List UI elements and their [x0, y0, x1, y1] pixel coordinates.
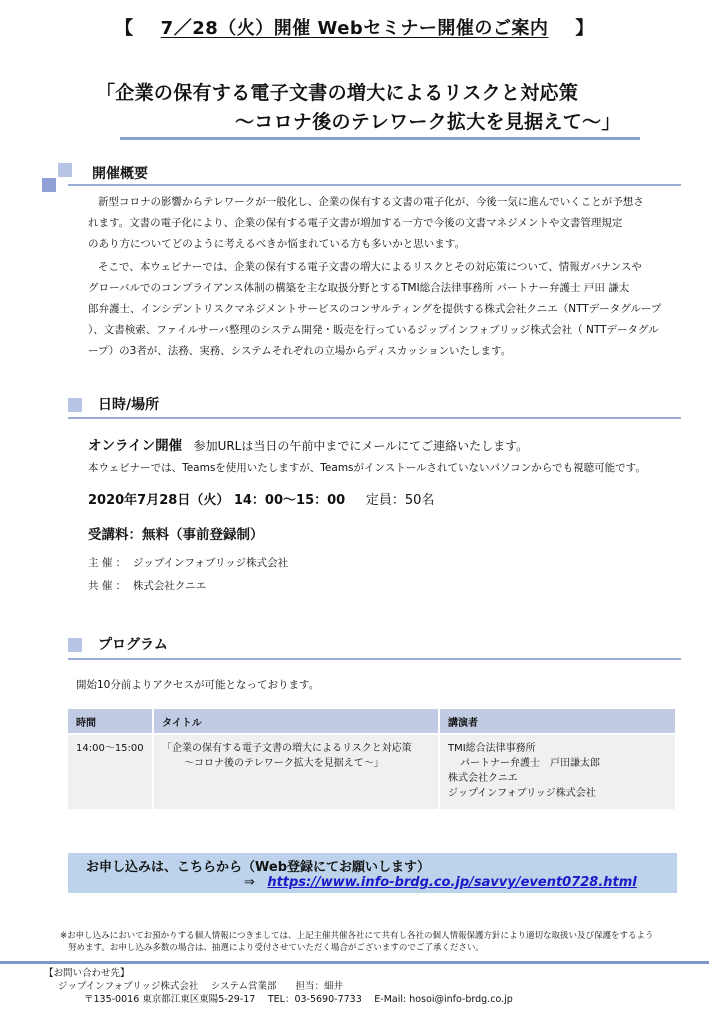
- session-title-line1: 「企業の保有する電子文書の増大によるリスクと対応策: [162, 743, 412, 754]
- apply-text: お申し込みは、こちらから（Web登録にてお願いします）: [86, 860, 430, 875]
- organizer-label: 主 催 ：: [88, 557, 127, 569]
- text-line: そこで、本ウェビナーでは、企業の保有する電子文書の増大によるリスクとその対応策について、情報ガバナンスや: [98, 261, 642, 273]
- fee: 受講料：無料（事前登録制）: [88, 527, 264, 543]
- teams-text: 本ウェビナーでは、Teamsを使用いたしますが、Teamsがインストールされていないパソコンからでも視聴可能です。: [88, 462, 646, 474]
- bracket-close: 】: [575, 18, 594, 39]
- section-square-icon: [42, 178, 56, 192]
- program-table: [68, 709, 677, 809]
- announcement-title: [0, 14, 709, 40]
- section-square-icon: [68, 398, 82, 412]
- footer-rule: [0, 961, 709, 964]
- arrow-icon: ⇒: [244, 875, 255, 890]
- co-organizer-label: 共 催 ：: [88, 580, 127, 592]
- announcement-title-text: 7／28（火）開催 Webセミナー開催のご案内: [160, 18, 549, 39]
- online-line: [88, 434, 528, 454]
- contact-block: [44, 967, 513, 1006]
- organizer: ジップインフォブリッジ株式会社: [132, 557, 289, 569]
- speaker-line: パートナー弁護士 戸田謙太郎: [460, 758, 600, 769]
- contact-address: 〒135-0016 東京都江東区東陽5-29-17 TEL：03-5690-7733 E-Mail: hosoi@info-brdg.co.jp: [84, 994, 513, 1005]
- program-rule: [68, 658, 681, 660]
- text-line: のあり方についてどのように考えるべきか悩まれている方も多いかと思います。: [88, 238, 465, 250]
- privacy-notice: [60, 930, 680, 954]
- overview-paragraph-1: [88, 192, 678, 255]
- table-row: [68, 733, 677, 809]
- text-line: ）、文書検索、ファイルサーバ整理のシステム開発・販売を行っているジップインフォブリッジ株式会社（ NTTデータグル: [88, 324, 659, 336]
- bracket-open: 【: [115, 18, 134, 39]
- notice-line: ※お申し込みにおいてお預かりする個人情報につきましては、上記主催共催各社にて共有し各社の個人情報保護方針により適切な取扱い及び保護をするよう: [60, 931, 654, 941]
- registration-link[interactable]: https://www.info-brdg.co.jp/savvy/event0728.html: [267, 875, 637, 890]
- headline-line1: 「企業の保有する電子文書の増大によるリスクと対応策: [96, 82, 579, 104]
- column-header-speaker: 講演者: [440, 709, 677, 733]
- contact-label: 【お問い合わせ先】: [44, 968, 130, 979]
- datetime-rule: [68, 417, 681, 419]
- table-header-row: [68, 709, 677, 733]
- overview-title: 開催概要: [92, 166, 148, 182]
- capacity: 定員：50名: [365, 493, 435, 508]
- speaker-line: 株式会社クニエ: [448, 773, 518, 784]
- text-line: 郎弁護士、インシデントリスクマネジメントサービスのコンサルティングを提供する株式会社クニエ（NTTデータグループ: [88, 303, 662, 315]
- headline-line2: ～コロナ後のテレワーク拡大を見据えて～」: [235, 111, 621, 133]
- date-line: [88, 489, 434, 508]
- speaker-line: TMI総合法律事務所: [448, 743, 536, 754]
- access-note: 開始10分前よりアクセスが可能となっております。: [76, 679, 320, 691]
- headline-rule: [120, 137, 640, 140]
- notice-line: 努めます。お申し込み多数の場合は、抽選により受付させていただく場合がございますのでご了承ください。: [68, 943, 484, 953]
- co-organizer: 株式会社クニエ: [132, 580, 207, 592]
- organizer-line: [88, 555, 288, 570]
- overview-paragraph-2: [88, 257, 678, 362]
- column-header-time: 時間: [68, 709, 154, 733]
- event-date: 2020年7月28日（火） 14：00～15：00: [88, 493, 346, 508]
- program-title: プログラム: [98, 637, 168, 653]
- speaker-line: ジップインフォブリッジ株式会社: [448, 788, 596, 799]
- text-line: ープ）の3者が、法務、実務、システムそれぞれの立場からディスカッションいたします。: [88, 345, 512, 357]
- datetime-title: 日時/場所: [98, 397, 160, 413]
- overview-rule: [68, 184, 681, 186]
- text-line: グローバルでのコンプライアンス体制の構築を主な取扱分野とするTMI総合法律事務所 パートナー弁護士 戸田 謙太: [88, 282, 630, 294]
- online-label: オンライン開催: [88, 438, 183, 454]
- cell-time: 14:00～15:00: [68, 733, 154, 809]
- contact-company: ジップインフォブリッジ株式会社 システム営業部 担当：細井: [58, 981, 343, 992]
- apply-box: [68, 853, 677, 893]
- section-square-icon: [68, 638, 82, 652]
- apply-link-line: [244, 875, 637, 890]
- text-line: 新型コロナの影響からテレワークが一般化し、企業の保有する文書の電子化が、今後一気に進んでいくことが予想さ: [98, 196, 644, 208]
- section-square-icon: [58, 163, 72, 177]
- session-title-line2: ～コロナ後のテレワーク拡大を見据えて～」: [184, 758, 384, 769]
- text-line: れます。文書の電子化により、企業の保有する電子文書が増加する一方で今後の文書マネジメントや文書管理規定: [88, 217, 623, 229]
- online-text: 参加URLは当日の午前中までにメールにてご連絡いたします。: [193, 439, 529, 453]
- co-organizer-line: [88, 578, 206, 593]
- cell-title: [154, 733, 440, 809]
- column-header-title: タイトル: [154, 709, 440, 733]
- cell-speakers: [440, 733, 677, 809]
